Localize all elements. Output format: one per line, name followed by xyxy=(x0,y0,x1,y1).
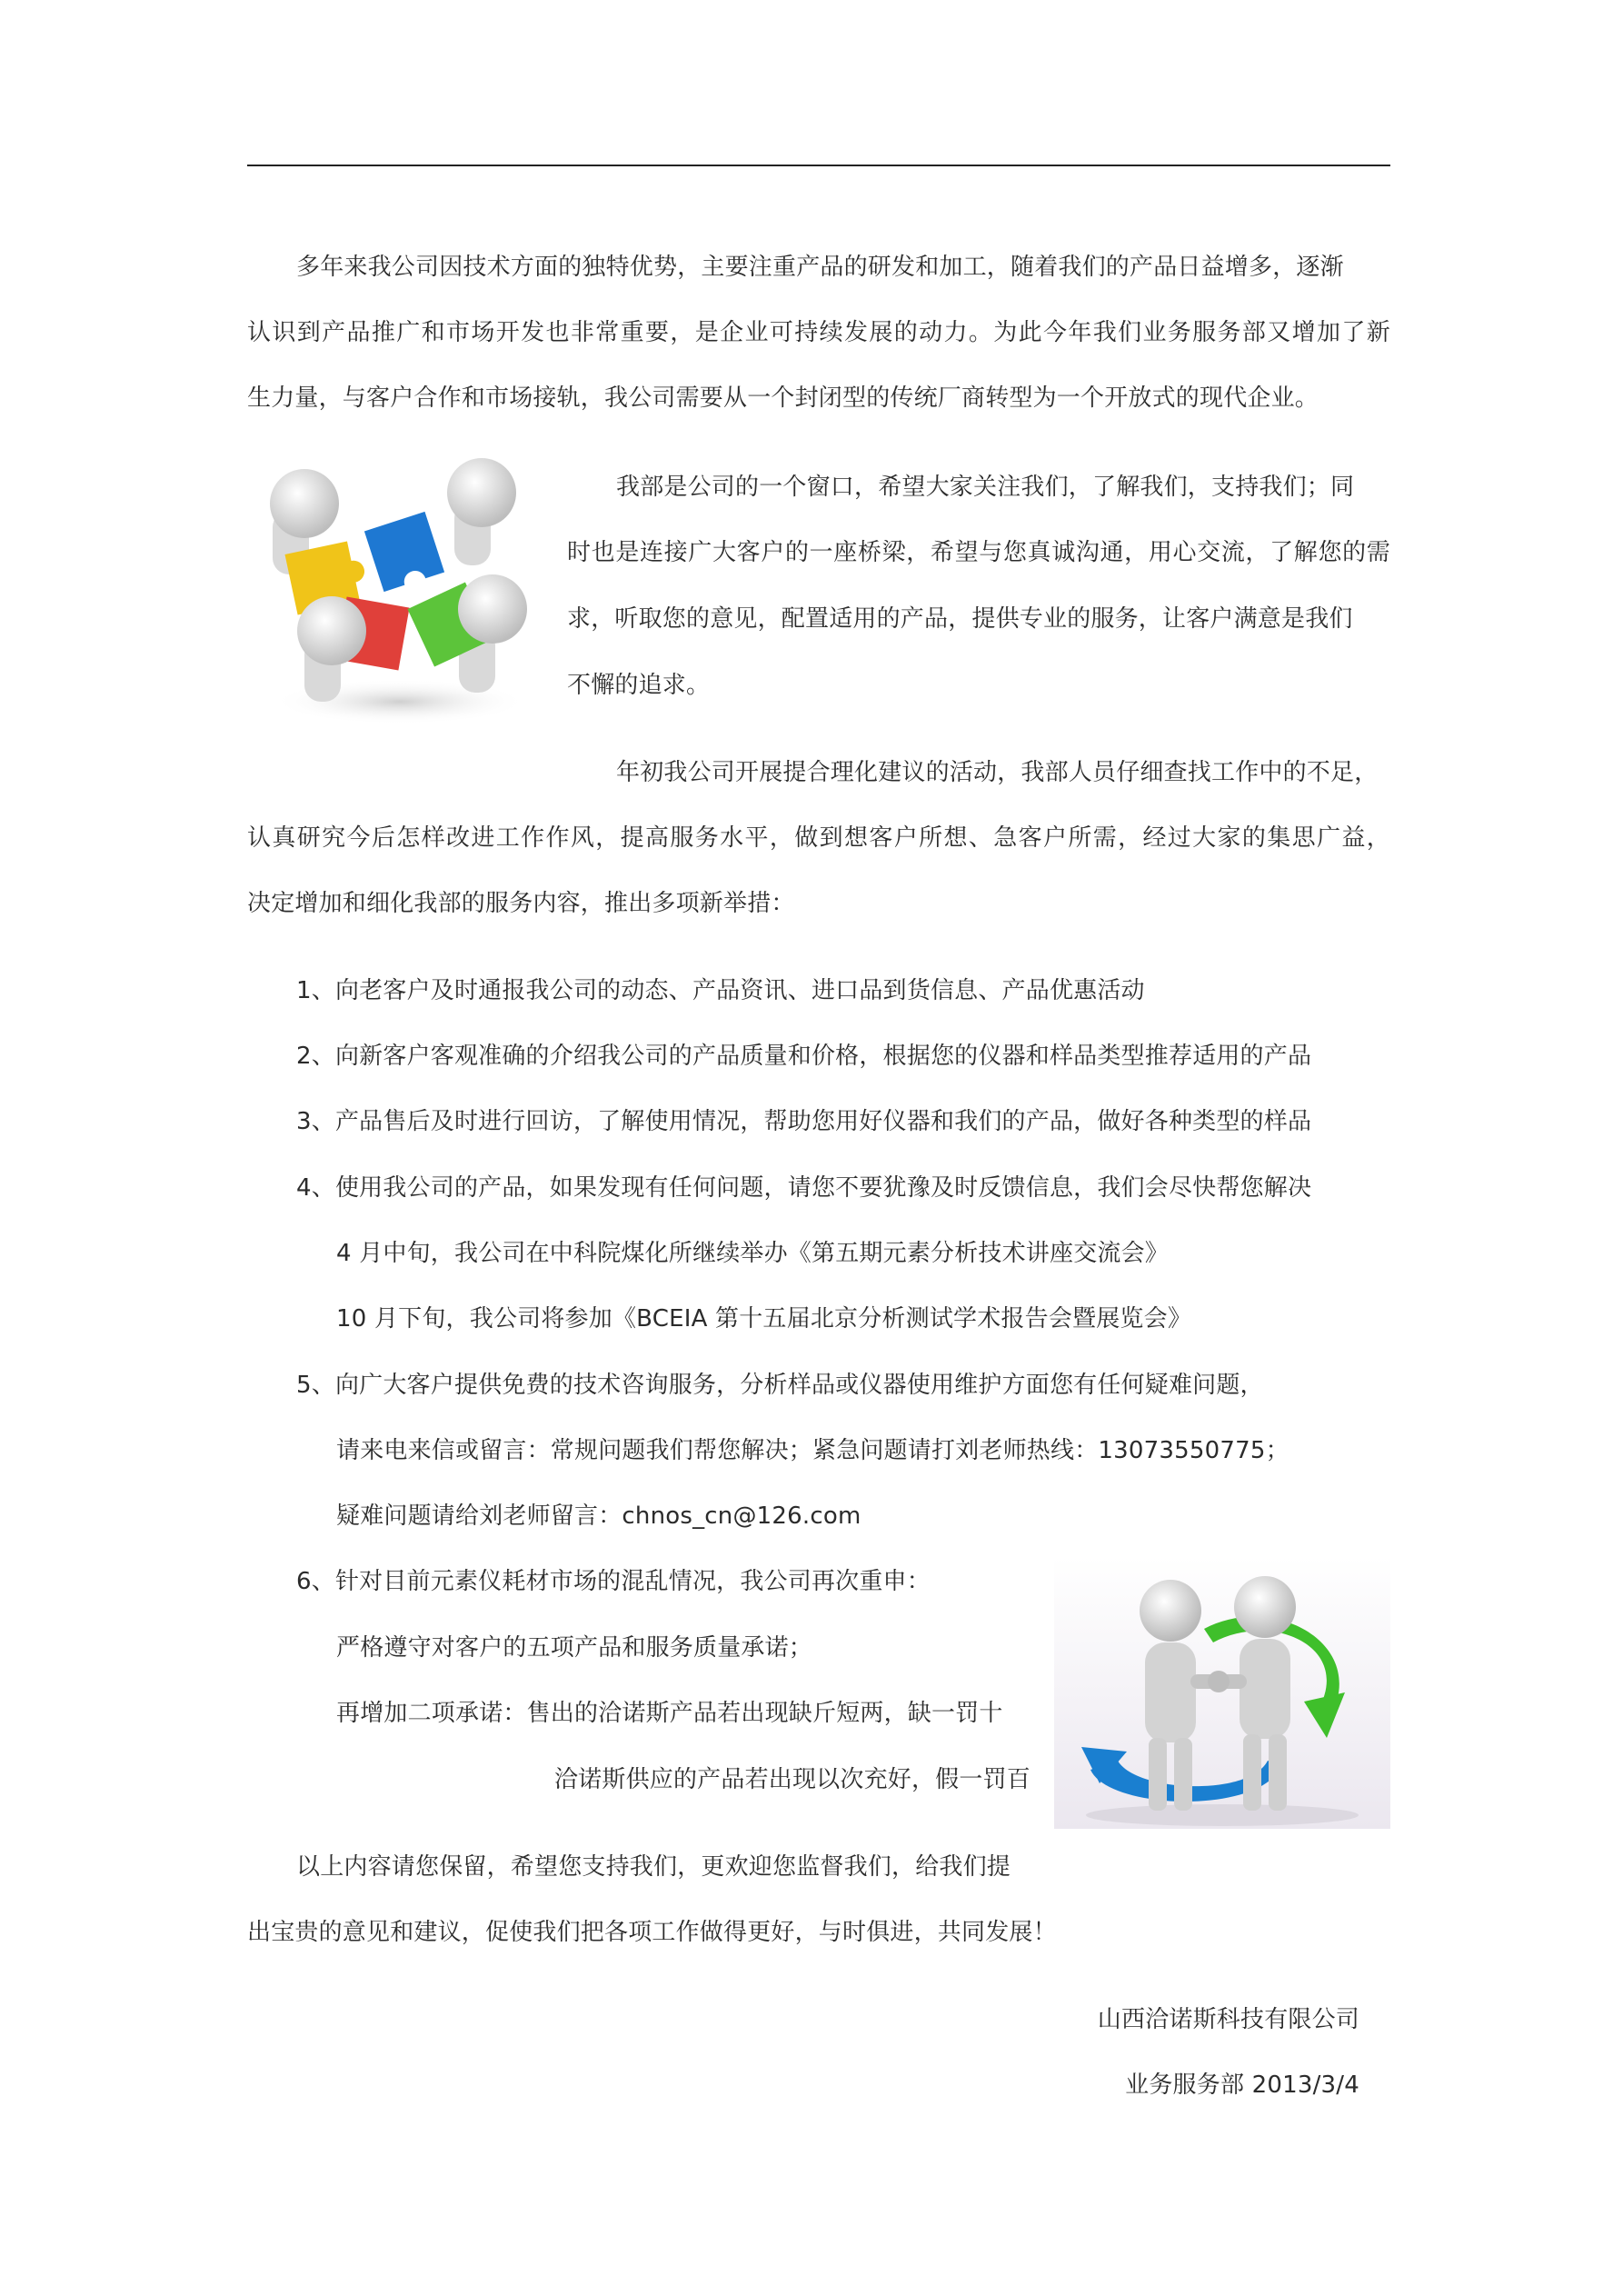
measure-item-4: 4、使用我公司的产品，如果发现有任何问题，请您不要犹豫及时反馈信息，我们会尽快帮您解决 xyxy=(296,1174,1312,1202)
measure-item-5: 5、向广大客户提供免费的技术咨询服务，分析样品或仪器使用维护方面您有任何疑难问题， xyxy=(296,1372,1264,1399)
measure-item-1: 1、向老客户及时通报我公司的动态、产品资讯、进口品到货信息、产品优惠活动 xyxy=(296,977,1145,1004)
signature-company: 山西洽诺斯科技有限公司 xyxy=(1097,2006,1359,2033)
handshake-illustration xyxy=(1054,1556,1390,1829)
event-april: 4 月中旬，我公司在中科院煤化所继续举办《第五期元素分析技术讲座交流会》 xyxy=(336,1240,1170,1267)
closing-line-1: 以上内容请您保留，希望您支持我们，更欢迎您监督我们，给我们提 xyxy=(296,1853,1011,1881)
window-line-1: 我部是公司的一个窗口，希望大家关注我们，了解我们，支持我们；同 xyxy=(616,474,1355,501)
closing-line-2: 出宝贵的意见和建议，促使我们把各项工作做得更好，与时俱进，共同发展！ xyxy=(247,1919,1057,1946)
window-line-2: 时也是连接广大客户的一座桥梁，希望与您真诚沟通，用心交流，了解您的需 xyxy=(567,539,1390,566)
intro-line-1: 多年来我公司因技术方面的独特优势，主要注重产品的研发和加工，随着我们的产品日益增多，逐渐 xyxy=(296,254,1344,281)
measure-item-6-b: 再增加二项承诺：售出的洽诺斯产品若出现缺斤短两，缺一罚十 xyxy=(336,1700,1003,1727)
activity-line-1: 年初我公司开展提合理化建议的活动，我部人员仔细查找工作中的不足， xyxy=(616,759,1379,786)
measure-item-5-contact: 请来电来信或留言：常规问题我们帮您解决；紧急问题请打刘老师热线：13073550775； xyxy=(336,1437,1289,1464)
activity-line-3: 决定增加和细化我部的服务内容，推出多项新举措： xyxy=(247,890,795,917)
intro-line-3: 生力量，与客户合作和市场接轨，我公司需要从一个封闭型的传统厂商转型为一个开放式的现代企业。 xyxy=(247,384,1319,412)
puzzle-team-illustration xyxy=(264,456,536,729)
event-october: 10 月下旬，我公司将参加《BCEIA 第十五届北京分析测试学术报告会暨展览会》 xyxy=(336,1305,1192,1333)
window-line-4: 不懈的追求。 xyxy=(567,672,711,699)
measure-item-5-email: 疑难问题请给刘老师留言：chnos_cn@126.com xyxy=(336,1502,861,1530)
measure-item-6: 6、针对目前元素仪耗材市场的混乱情况，我公司再次重申： xyxy=(296,1568,931,1595)
signature-department-date: 业务服务部 2013/3/4 xyxy=(1125,2071,1359,2099)
activity-line-2: 认真研究今后怎样改进工作作风，提高服务水平，做到想客户所想、急客户所需，经过大家的集思广益， xyxy=(247,824,1390,852)
header-rule xyxy=(247,165,1390,166)
measure-item-6-c: 洽诺斯供应的产品若出现以次充好，假一罚百 xyxy=(553,1766,1031,1793)
intro-line-2: 认识到产品推广和市场开发也非常重要，是企业可持续发展的动力。为此今年我们业务服务部又增加了新 xyxy=(247,319,1390,346)
measure-item-6-a: 严格遵守对客户的五项产品和服务质量承诺； xyxy=(336,1634,813,1662)
window-line-3: 求，听取您的意见，配置适用的产品，提供专业的服务，让客户满意是我们 xyxy=(567,605,1353,633)
measure-item-2: 2、向新客户客观准确的介绍我公司的产品质量和价格，根据您的仪器和样品类型推荐适用的产品 xyxy=(296,1043,1312,1070)
measure-item-3: 3、产品售后及时进行回访，了解使用情况，帮助您用好仪器和我们的产品，做好各种类型的样品 xyxy=(296,1108,1312,1135)
